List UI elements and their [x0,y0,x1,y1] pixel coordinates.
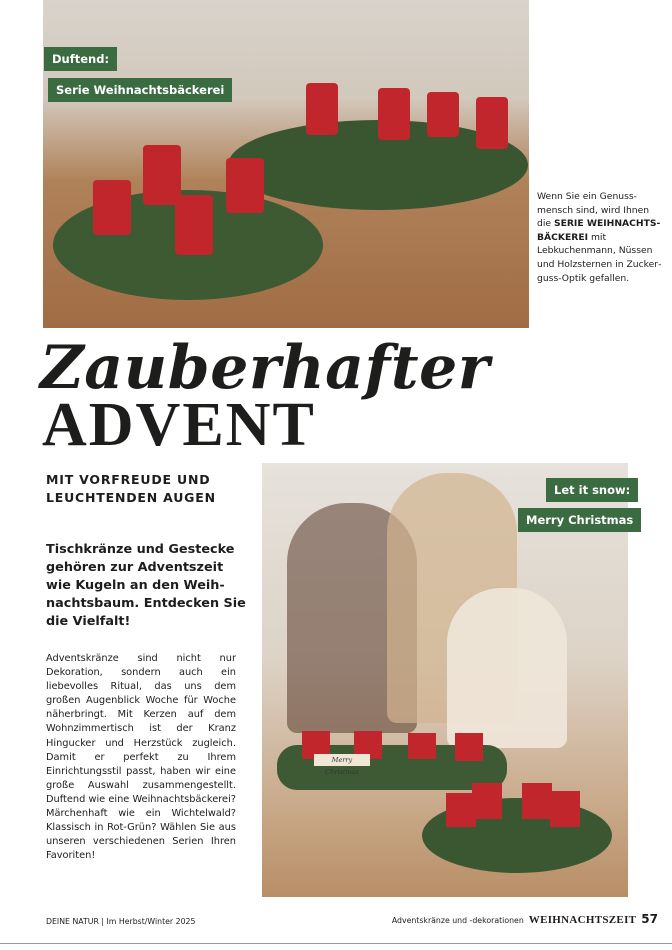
body-paragraph: Adventskränze sind nicht nur Dekoration, sondern auch ein liebevolles Ritual, das uns dem großen Augenblick Woche für Woche näherbringt. Mit Kerzen auf dem Wohnzimmertisch ist der Kranz Hingucker und Herzstück zugleich. Damit er perfekt zu Ihrem Einrichtungsstil passt, haben wir eine große Auswahl zusammengestellt. Duftend wie eine Weihnachtsbäckerei? Märchenhaft wie ein Wichtelwald? Klassisch in Rot-Grün? Wählen Sie aus unseren verschiedenen Serien Ihren Favoriten! [46,653,236,862]
footer-publication: DEINE NATUR | Im Herbst/Winter 2025 [46,917,196,926]
candle [476,97,508,149]
candle [550,791,580,827]
title-script: Zauberhafter [40,333,490,403]
candle [522,783,552,819]
page-number: 57 [641,912,658,926]
tag-serie-weihnachtsbaeckerei: Serie Weihnachtsbäckerei [48,78,232,102]
footer-category: Adventskränze und -dekorationen [391,916,524,925]
candle [226,158,264,213]
footer-divider [0,943,672,944]
candle [472,783,502,819]
lead-paragraph: Tischkränze und Gestecke gehören zur Adventszeit wie Kugeln an den Weihnachtsbaum. Entdecken Sie die Vielfalt! [46,542,246,629]
tag-let-it-snow: Let it snow: [546,478,638,502]
person [447,588,567,748]
candle [427,92,459,137]
candle [93,180,131,235]
candle [378,88,410,140]
caption-text-after: mit Lebkuchenmann, Nüssen und Holzsternen in Zuckerguss-Optik gefallen. [537,231,662,284]
candle [306,83,338,135]
title-caps: ADVENT [42,391,316,459]
candle [455,733,483,761]
footer-section: WEIHNACHTSZEIT [528,914,637,926]
footer-running-head [392,912,658,926]
photo-caption [537,190,665,285]
candle [175,195,213,255]
tag-merry-christmas: Merry Christmas [518,508,641,532]
kicker-heading: MIT VORFREUDE UND LEUCHTENDEN AUGEN [46,472,216,505]
wooden-sign: Merry Christmas [314,754,370,766]
tag-duftend: Duftend: [44,47,117,71]
caption-text-before: Wenn Sie ein Genussmensch sind, wird Ihnen die [537,191,650,230]
caption-product-name: SERIE WEIHNACHTSBÄCKEREI [537,218,661,243]
candle [408,733,436,759]
